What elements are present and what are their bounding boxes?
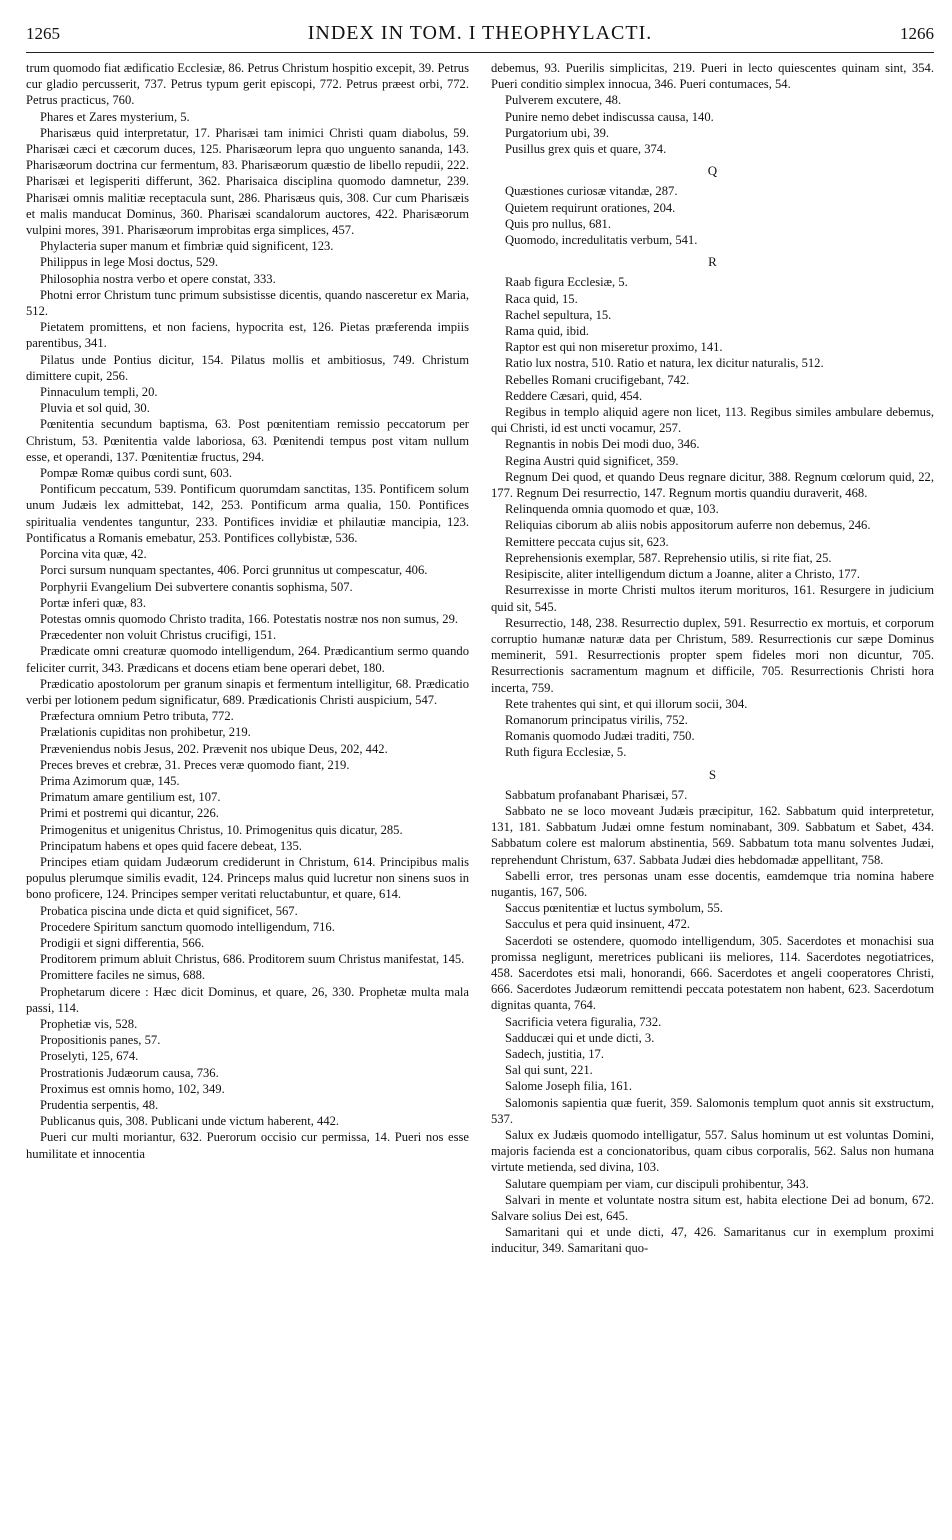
index-entry: Quomodo, incredulitatis verbum, 541.	[505, 233, 698, 248]
index-entry: Reprehensionis exemplar, 587. Reprehensio utilis, si rite fiat, 25.	[505, 550, 832, 565]
index-entry: Raptor est qui non miseretur proximo, 141.	[505, 340, 723, 355]
page-header	[26, 22, 934, 52]
index-entry: Publicanus quis, 308. Publicani unde victum haberent, 442.	[40, 1114, 340, 1129]
index-entry: Regibus in templo aliquid agere non licet, 113. Regibus similes ambulare debemus, qui Christi, id est uncti vocamur, 257.	[491, 405, 934, 436]
index-entry: Philippus in lege Mosi doctus, 529.	[40, 255, 219, 270]
index-entry: Pietatem promittens, et non faciens, hypocrita est, 126. Pietas præferenda impiis parentibus, 341.	[26, 320, 469, 351]
index-entry: Primogenitus et unigenitus Christus, 10. Primogenitus quis dicatur, 285.	[40, 822, 403, 837]
left-page-number: 1265	[26, 24, 60, 43]
index-entry: Resipiscite, aliter intelligendum dictum a Joanne, aliter a Christo, 177.	[505, 567, 860, 582]
left-column	[26, 60, 469, 1257]
section-letter-q: Q	[707, 163, 718, 179]
section-r	[491, 274, 934, 760]
index-entry: Prædicate omni creaturæ quomodo intelligendum, 264. Prædicantium sermo quando feliciter currit, 343. Prædicans et docens etiam bene operari debet, 180.	[26, 644, 469, 675]
p-continuation	[491, 60, 934, 157]
index-entry: Prodigii et signi differentia, 566.	[40, 935, 205, 950]
index-entry: Proselyti, 125, 674.	[40, 1049, 139, 1064]
index-entry: Pompæ Romæ quibus cordi sunt, 603.	[40, 466, 233, 481]
index-entry: trum quomodo fiat ædificatio Ecclesiæ, 86. Petrus Christum hospitio excepit, 39. Petrus cur gladio percusserit, 737. Petrus typum gerit episcopi, 772. Petrus præest orbi, 772. Petrus practicus, 760.	[26, 61, 469, 108]
index-entry: Resurrexisse in morte Christi multos iterum morituros, 161. Resurgere in judicium quid sit, 545.	[491, 583, 934, 614]
index-entry: Præfectura omnium Petro tributa, 772.	[40, 709, 234, 724]
index-entry: Prædicatio apostolorum per granum sinapis et fermentum intelligitur, 68. Prædicatio verbi per lotionem pedum significatur, 689. Prædicationis Christi auspicium, 547.	[26, 676, 469, 707]
index-entry: Potestas omnis quomodo Christo tradita, 166. Potestatis nostræ nos non sumus, 29.	[40, 611, 459, 626]
index-entry: Pinnaculum templi, 20.	[40, 385, 158, 400]
running-title: INDEX IN TOM. I THEOPHYLACTI.	[307, 22, 653, 44]
index-entry: Samaritani qui et unde dicti, 47, 426. Samaritanus cur in exemplum proximi inducitur, 349. Samaritani quo-	[491, 1225, 934, 1256]
index-entry: Pontificum peccatum, 539. Pontificum quorumdam sanctitas, 135. Pontificem solum unum Judæis lex admittebat, 142, 253. Pontificum arma qualia, 150. Pontifices spiritualia vendentes tanguntur, 233. Pontifices invidiæ et philautiæ mancipia, 123. Pontificatus a Romanis emebatur, 253. Pontifices collybistæ, 536.	[26, 482, 469, 545]
index-entry: Porphyrii Evangelium Dei subvertere conantis sophisma, 507.	[40, 579, 353, 594]
index-entry: Resurrectio, 148, 238. Resurrectio duplex, 591. Resurrectio ex mortuis, et corporum corruptio humanæ naturæ data per Christum, 589. Resurrectionis cur sæpe Dominus meminerit, 591. Resurrectionis propter spem fideles mori non dicuntur, 705. Resurrectionis sacramentum magnum et difficile, 705. Resurrectionis Christi hora incerta, 759.	[491, 615, 934, 695]
index-entry: Phares et Zares mysterium, 5.	[40, 109, 190, 124]
index-entry: Prudentia serpentis, 48.	[40, 1098, 159, 1112]
index-entry: Prælationis cupiditas non prohibetur, 219.	[40, 725, 251, 740]
index-entry: Primatum amare gentilium est, 107.	[40, 790, 221, 805]
index-entry: Rachel sepultura, 15.	[505, 307, 612, 322]
index-entry: Preces breves et crebræ, 31. Preces veræ quomodo fiant, 219.	[40, 757, 350, 772]
index-entry: Salutare quempiam per viam, cur discipuli prohibentur, 343.	[505, 1176, 809, 1191]
section-s	[491, 787, 934, 1257]
index-entry: Portæ inferi quæ, 83.	[40, 595, 146, 610]
index-entry: Romanis quomodo Judæi traditi, 750.	[505, 729, 695, 744]
index-entry: debemus, 93. Puerilis simplicitas, 219. Pueri in lecto quiescentes quinam sint, 354. Pueri conditio simplex innocua, 346. Pueri contumaces, 54.	[491, 61, 934, 92]
index-entry: Regnum Dei quod, et quando Deus regnare dicitur, 388. Regnum cœlorum quid, 22, 177. Regnum Dei resurrectio, 147. Regnum mortis quandiu duraverit, 468.	[491, 469, 934, 501]
index-entry: Sacculus et pera quid insinuent, 472.	[505, 917, 691, 932]
index-columns	[26, 60, 934, 1257]
index-entry: Quis pro nullus, 681.	[505, 216, 612, 231]
index-entry: Rama quid, ibid.	[505, 324, 589, 339]
index-entry: Pilatus unde Pontius dicitur, 154. Pilatus mollis et ambitiosus, 749. Christum dimittere cupit, 256.	[26, 352, 469, 383]
section-letter-r: R	[708, 254, 717, 270]
index-entry: Sabelli error, tres personas unam esse docentis, eamdemque tria nomina habere nugantis, 167, 506.	[491, 868, 934, 899]
index-entry: Prostrationis Judæorum causa, 736.	[40, 1065, 219, 1080]
index-entry: Ratio lux nostra, 510. Ratio et natura, lex dicitur naturalis, 512.	[505, 356, 824, 371]
index-entry: Propositionis panes, 57.	[40, 1033, 161, 1048]
index-entry: Salux ex Judæis quomodo intelligatur, 557. Salus hominum ut est voluntas Domini, majoris facienda est a concionatoribus, quam cibus corporalis, 562. Salus non humana virtute metienda, sed divina, 103.	[491, 1128, 934, 1175]
index-entry: Salomonis sapientia quæ fuerit, 359. Salomonis templum quot annis sit exstructum, 537.	[491, 1095, 934, 1126]
index-entry: Sadech, justitia, 17.	[505, 1046, 604, 1061]
index-entry: Sal qui sunt, 221.	[505, 1063, 593, 1078]
index-entry: Rebelles Romani crucifigebant, 742.	[505, 372, 690, 387]
index-entry: Salome Joseph filia, 161.	[505, 1079, 632, 1094]
index-entry: Porcina vita quæ, 42.	[40, 547, 147, 562]
index-entry: Porci sursum nunquam spectantes, 406. Porci grunnitus ut compescatur, 406.	[40, 563, 428, 578]
index-entry: Phylacteria super manum et fimbriæ quid significent, 123.	[40, 239, 334, 254]
section-q	[491, 183, 934, 248]
index-entry: Reliquias ciborum ab aliis nobis appositorum auferre non debemus, 246.	[505, 518, 871, 533]
index-entry: Raca quid, 15.	[505, 291, 578, 306]
index-entry: Pueri cur multi moriantur, 632. Puerorum occisio cur permissa, 14. Pueri nos esse humilitate et innocentia	[26, 1130, 469, 1161]
index-entry: Pulverem excutere, 48.	[505, 93, 622, 108]
index-entry: Principatum habens et opes quid facere debeat, 135.	[40, 838, 302, 853]
index-entry: Prophetarum dicere : Hæc dicit Dominus, et quare, 26, 330. Prophetæ multa mala passi, 114.	[26, 984, 469, 1015]
index-entry: Regnantis in nobis Dei modi duo, 346.	[505, 437, 700, 452]
index-entry: Primi et postremi qui dicantur, 226.	[40, 806, 219, 821]
index-entry: Præcedenter non voluit Christus crucifigi, 151.	[40, 628, 277, 643]
index-entry: Prophetiæ vis, 528.	[40, 1016, 138, 1031]
index-entry: Remittere peccata cujus sit, 623.	[505, 534, 669, 549]
index-entry: Romanorum principatus virilis, 752.	[505, 712, 688, 727]
index-entry: Principes etiam quidam Judæorum crediderunt in Christum, 614. Principibus malis populus plerumque similis evadit, 124. Princeps malus quid lucretur non sinens suos in bono proficere, 124. Principes semper veritati reluctabuntur, et quare, 614.	[26, 854, 469, 902]
index-entry: Relinquenda omnia quomodo et quæ, 103.	[505, 502, 719, 517]
header-rule	[26, 52, 934, 53]
index-entry: Pluvia et sol quid, 30.	[40, 401, 150, 416]
index-entry: Purgatorium ubi, 39.	[505, 125, 610, 140]
index-entry: Pœnitentia secundum baptisma, 63. Post pœnitentiam remissio peccatorum per Christum, 53. Pœnitentia valde laboriosa, 63. Pœnitendi tempus post vitam nullum esse, et operandi, 137. Pœnitentiæ fructus, 294.	[26, 417, 469, 464]
index-entry: Reddere Cæsari, quid, 454.	[505, 388, 643, 403]
index-entry: Ruth figura Ecclesiæ, 5.	[505, 745, 627, 760]
index-entry: Promittere faciles ne simus, 688.	[40, 968, 206, 983]
index-entry: Pharisæus quid interpretatur, 17. Pharisæi tam inimici Christi quam diabolus, 59. Pharisæi cæci et cæcorum duces, 125. Pharisæorum lepra quo unguento sananda, 143. Pharisæorum doctrina cur fermentum, 83. Pharisæorum quæstio de libello repudii, 222. Pharisæi et legisperiti differunt, 362. Pharisaica disciplina quomodo damnetur, 239. Pharisæi omnis malitiæ receptacula sunt, 286. Pharisæus quis, 308. Cur cum Pharisæis et malis manducat Dominus, 360. Pharisæi scandalorum auctores, 422. Pharisæorum vulpini mores, 391. Pharisæorum improbitas erga simplices, 457.	[26, 125, 469, 238]
index-entry: Sadducæi qui et unde dicti, 3.	[505, 1030, 655, 1045]
index-entry: Punire nemo debet indiscussa causa, 140.	[505, 109, 714, 124]
index-entry: Sabbatum profanabant Pharisæi, 57.	[505, 787, 688, 802]
index-entry: Præveniendus nobis Jesus, 202. Prævenit nos ubique Deus, 202, 442.	[40, 741, 388, 756]
index-entry: Raab figura Ecclesiæ, 5.	[505, 275, 628, 290]
index-entry: Prima Azimorum quæ, 145.	[40, 773, 180, 788]
index-entry: Sacerdoti se ostendere, quomodo intelligendum, 305. Sacerdotes et monachisi sua promissa negligunt, meretrices publicani iis meliores, 114. Sacerdotes negotiatrices, 458. Sacerdotes etsi mali, honorandi, 666. Sacerdotes et angeli cooperatores Christi, 666. Sacerdotes Judæorum remittendi peccata potestatem non habent, 623. Sacerdotum dignitas quanta, 764.	[491, 933, 934, 1013]
index-entry: Regina Austri quid significet, 359.	[505, 453, 679, 468]
right-column	[491, 60, 934, 1257]
index-entry: Sacrificia vetera figuralia, 732.	[505, 1014, 662, 1029]
index-entry: Saccus pœnitentiæ et luctus symbolum, 55.	[505, 901, 723, 916]
index-entry: Sabbato ne se loco moveant Judæis præcipitur, 162. Sabbatum quid interpretetur, 131, 181. Sabbatum Judæi omne festum nominabant, 309. Sabbatum et Sabet, 434. Sabbatum colere est malorum abstinentia, 569. Sabbatum tota manu solventes Judæi, reprehendunt Christum, 637. Sabbata Judæi dies hebdomadæ appellitant, 758.	[491, 803, 934, 867]
index-entry: Quæstiones curiosæ vitandæ, 287.	[505, 184, 678, 199]
index-entry: Photni error Christum tunc primum subsistisse dicentis, quando nasceretur ex Maria, 512.	[26, 287, 469, 319]
index-entry: Philosophia nostra verbo et opere constat, 333.	[40, 271, 276, 286]
index-entry: Probatica piscina unde dicta et quid significet, 567.	[40, 903, 298, 918]
index-entry: Proximus est omnis homo, 102, 349.	[40, 1081, 225, 1096]
index-entry: Quietem requirunt orationes, 204.	[505, 200, 676, 215]
index-entry: Rete trahentes qui sint, et qui illorum socii, 304.	[505, 696, 748, 711]
right-page-number: 1266	[899, 24, 934, 43]
index-entry: Pusillus grex quis et quare, 374.	[505, 142, 667, 157]
index-entry: Salvari in mente et voluntate nostra situm est, habita electione Dei ad bonum, 672. Salvare solius Dei est, 645.	[491, 1192, 934, 1224]
section-letter-s: S	[708, 766, 717, 782]
index-entry: Procedere Spiritum sanctum quomodo intelligendum, 716.	[40, 919, 335, 934]
index-entry: Proditorem primum abluit Christus, 686. Proditorem suum Christus manifestat, 145.	[40, 952, 465, 967]
